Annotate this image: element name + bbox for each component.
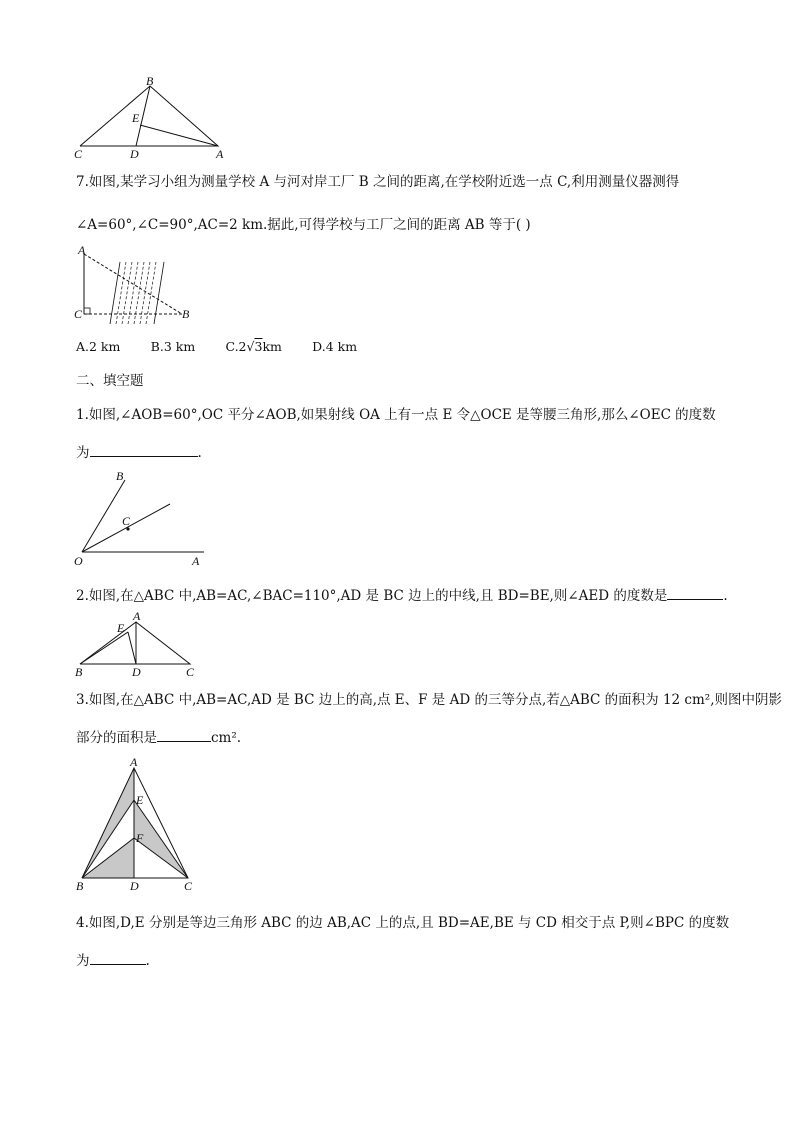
answer-blank-2[interactable] (667, 585, 723, 600)
f1-end: . (197, 445, 202, 461)
option-b[interactable]: B.3 km (150, 339, 196, 354)
f3-prefix: 部分的面积是 (76, 730, 157, 746)
q7-line2: ∠A=60°,∠C=90°,AC=2 km.据此,可得学校与工厂之间的距离 AB 等于( ) (76, 217, 531, 233)
f2-end: . (723, 588, 728, 604)
label-a: A (133, 609, 141, 623)
label-b: B (76, 879, 84, 893)
option-c-root: 3 (254, 339, 263, 354)
label-b: B (75, 665, 83, 679)
figure-q7-river (74, 244, 204, 324)
f4-end: . (145, 953, 150, 969)
figure-f2-triangle (70, 610, 205, 678)
f1-line2 (76, 442, 202, 463)
label-a: A (78, 243, 86, 257)
answer-blank-4[interactable] (90, 950, 146, 965)
label-e: E (132, 111, 140, 125)
option-c[interactable]: C.2√3km (225, 337, 281, 357)
option-d[interactable]: D.4 km (312, 339, 358, 354)
f4-prefix: 为 (76, 953, 90, 969)
f1-prefix: 为 (76, 445, 90, 461)
option-c-suffix: km (262, 339, 282, 354)
label-d: D (130, 147, 139, 161)
q7-line1: 7.如图,某学习小组为测量学校 A 与河对岸工厂 B 之间的距离,在学校附近选一点 C,利用测量仪器测得 (76, 174, 680, 190)
f3-end: cm². (211, 730, 242, 746)
option-a[interactable]: A.2 km (76, 339, 121, 354)
f1-line1: 1.如图,∠AOB=60°,OC 平分∠AOB,如果射线 OA 上有一点 E 令△OCE 是等腰三角形,那么∠OEC 的度数 (76, 407, 716, 423)
label-d: D (130, 879, 139, 893)
answer-blank-3[interactable] (157, 727, 211, 742)
label-a: A (192, 554, 200, 568)
label-b: B (182, 307, 190, 321)
label-a: A (216, 147, 224, 161)
label-a: A (130, 755, 138, 769)
answer-blank-1[interactable] (90, 442, 198, 457)
label-c: C (184, 879, 193, 893)
figure-f1-angle (70, 468, 215, 568)
label-e: E (136, 793, 144, 807)
label-c: C (74, 147, 83, 161)
label-b: B (116, 469, 124, 483)
label-d: D (132, 665, 141, 679)
label-f: F (136, 831, 144, 845)
label-c: C (122, 514, 131, 528)
label-e: E (117, 621, 125, 635)
f3-line2 (76, 727, 241, 748)
f2-text: 2.如图,在△ABC 中,AB=AC,∠BAC=110°,AD 是 BC 边上的中线,且 BD=BE,则∠AED 的度数是 (76, 588, 668, 604)
label-b: B (146, 74, 154, 88)
figure-q6-triangle (66, 74, 236, 161)
f4-line1: 4.如图,D,E 分别是等边三角形 ABC 的边 AB,AC 上的点,且 BD=AE,BE 与 CD 相交于点 P,则∠BPC 的度数 (76, 915, 730, 931)
label-c: C (186, 665, 195, 679)
f4-line2 (76, 950, 150, 971)
option-c-prefix: C.2 (225, 339, 247, 354)
label-c: C (74, 307, 83, 321)
label-o: O (74, 554, 83, 568)
f2-line1 (76, 585, 728, 606)
section-title: 二、填空题 (76, 373, 144, 389)
figure-f3-shaded (72, 756, 202, 892)
f3-line1: 3.如图,在△ABC 中,AB=AC,AD 是 BC 边上的高,点 E、F 是 AD 的三等分点,若△ABC 的面积为 12 cm²,则图中阴影 (76, 692, 782, 708)
q7-options (76, 337, 383, 357)
